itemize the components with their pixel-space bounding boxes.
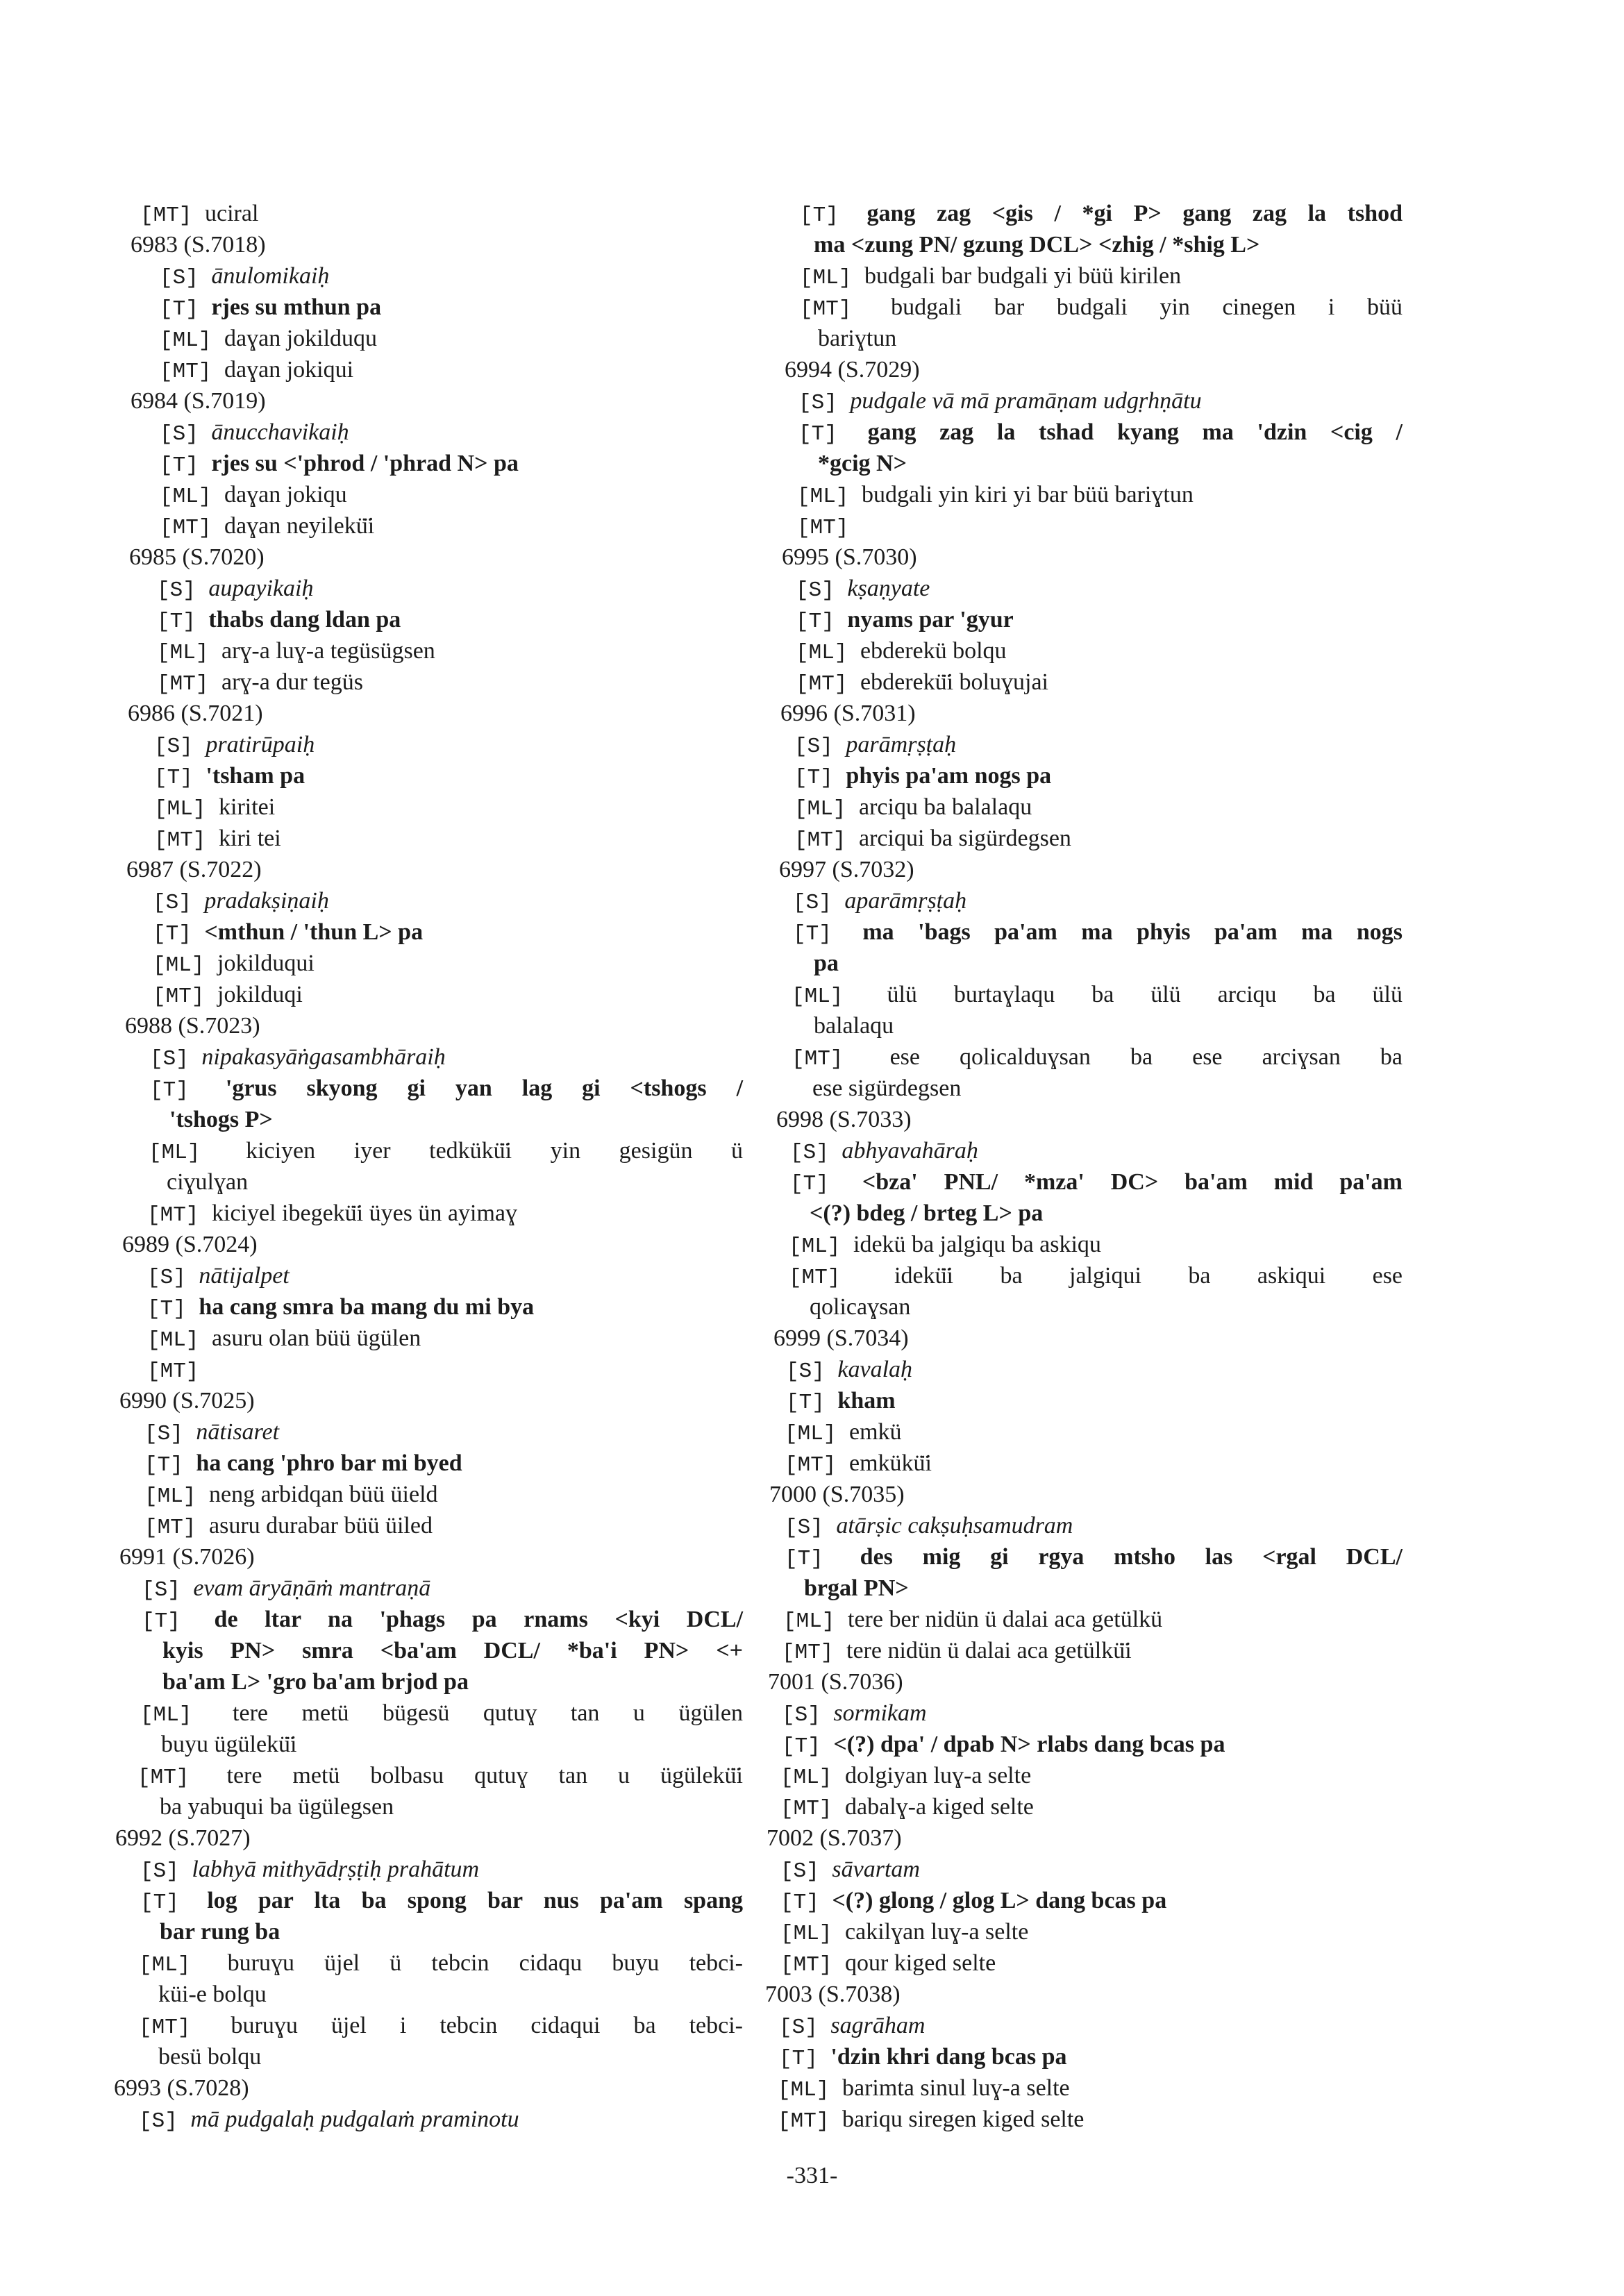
entry-number: 6993 (S.7028) (114, 2075, 249, 2101)
sanskrit-line: [S] aparāmṛṣṭaḥ (793, 888, 967, 915)
entry-number: 6996 (S.7031) (780, 701, 916, 726)
sanskrit-line: [S] evam āryāṇāṁ mantraṇā (142, 1575, 431, 1602)
tibetan-line: [T] <mthun / 'thun L> pa (153, 919, 424, 946)
mongolian-line: [ML] daɣan jokiqu (160, 482, 347, 509)
entry-number: 6992 (S.7027) (115, 1825, 251, 1851)
tibetan-line: ma <zung PN/ gzung DCL> <zhig / *shig L> (814, 232, 1260, 258)
sanskrit-line: [S] aupayikaiḥ (157, 576, 314, 603)
sanskrit-line: [S] ānucchavikaiḥ (160, 419, 349, 446)
tibetan-line: 'tshogs P> (169, 1107, 273, 1132)
entry-number: 7001 (S.7036) (768, 1669, 903, 1695)
tibetan-line: [T] rjes su <'phrod / 'phrad N> pa (160, 451, 519, 478)
tibetan-line: [T] thabs dang ldan pa (157, 607, 401, 634)
entry-number: 6985 (S.7020) (129, 544, 265, 570)
entry-number: 6991 (S.7026) (119, 1544, 255, 1570)
entry-number: 6995 (S.7030) (782, 544, 917, 570)
tibetan-line: *gcig N> (818, 451, 907, 476)
mongolian-line: [MT] (797, 516, 849, 540)
entry-number: 6987 (S.7022) (126, 857, 262, 882)
left-column (104, 198, 743, 2135)
mongolian-line: [ML] buruɣu üjel ü tebcin cidaqu buyu tebci- (139, 1950, 743, 1977)
tibetan-line: [T] <(?) glong / glog L> dang bcas pa (780, 1888, 1167, 1915)
mongolian-line: ba yabuqui ba ügülegsen (160, 1794, 394, 1820)
entry-number: 7000 (S.7035) (769, 1482, 905, 1507)
mongolian-line: [ML] kiritei (154, 794, 276, 821)
sanskrit-line: [S] abhyavahāraḥ (790, 1138, 978, 1165)
entry-number: 6989 (S.7024) (122, 1232, 258, 1257)
mongolian-line: [MT] arɣ-a dur tegüs (157, 669, 363, 696)
sanskrit-line: [S] mā pudgalaḥ pudgalaṁ praminotu (139, 2106, 519, 2134)
mongolian-line: [ML] tere metü bügesü qutuɣ tan u ügülen (140, 1700, 744, 1727)
sanskrit-line: [S] nātisaret (144, 1419, 280, 1446)
sanskrit-line: [S] sormikam (782, 1700, 927, 1727)
mongolian-line: [ML] asuru olan büü ügülen (147, 1325, 421, 1352)
mongolian-line: [MT] uciral (140, 201, 259, 228)
mongolian-line: [ML] kiciyen iyer tedkükü̈i yin gesigün ü (149, 1138, 744, 1165)
tibetan-line: [T] ma 'bags pa'am ma phyis pa'am ma nogs (793, 919, 1403, 946)
tibetan-line: [T] <(?) dpa' / dpab N> rlabs dang bcas pa (782, 1732, 1225, 1759)
sanskrit-line: [S] pudgale vā mā pramāṇam udgṛhṇātu (798, 388, 1202, 415)
mongolian-line: [MT] buruɣu üjel i tebcin cidaqui ba tebci- (139, 2013, 743, 2040)
mongolian-line: [MT] daɣan jokiqui (160, 357, 354, 384)
mongolian-line: ese sigürdegsen (812, 1075, 962, 1101)
mongolian-line: [ML] ebderekü bolqu (796, 638, 1007, 665)
mongolian-line: bariɣtun (818, 326, 897, 351)
entry-number: 6994 (S.7029) (785, 357, 920, 383)
tibetan-line: [T] 'grus skyong gi yan lag gi <tshogs / (150, 1075, 744, 1103)
entry-number: 6998 (S.7033) (776, 1107, 912, 1132)
tibetan-line: [T] 'tsham pa (154, 763, 305, 790)
mongolian-line: [MT] ese qolicalduɣsan ba ese arciɣsan ba (792, 1044, 1403, 1071)
tibetan-line: [T] ha cang 'phro bar mi byed (144, 1450, 462, 1477)
sanskrit-line: [S] nipakasyāṅgasambhāraiḥ (150, 1044, 446, 1071)
mongolian-line: [ML] budgali yin kiri yi bar büü bariɣtun (797, 482, 1194, 509)
mongolian-line: [MT] jokilduqi (153, 982, 303, 1009)
entry-number: 6984 (S.7019) (131, 388, 266, 414)
tibetan-line: ba'am L> 'gro ba'am brjod pa (162, 1669, 469, 1695)
tibetan-line: [T] des mig gi rgya mtsho las <rgal DCL/ (785, 1544, 1403, 1571)
tibetan-line: brgal PN> (804, 1575, 909, 1601)
sanskrit-line: [S] labhyā mithyādṛṣṭiḥ prahātum (140, 1857, 480, 1884)
mongolian-line: [ML] emkü (785, 1419, 902, 1446)
tibetan-line: [T] rjes su mthun pa (160, 294, 382, 321)
mongolian-line: balalaqu (814, 1013, 894, 1039)
mongolian-line: [MT] emkükü̈i (785, 1450, 932, 1477)
tibetan-line: [T] <bza' PNL/ *mza' DC> ba'am mid pa'am (790, 1169, 1403, 1196)
entry-number: 6988 (S.7023) (125, 1013, 260, 1039)
entry-number: 7002 (S.7037) (767, 1825, 902, 1851)
tibetan-line: [T] kham (786, 1388, 896, 1415)
tibetan-line: [T] de ltar na 'phags pa rnams <kyi DCL/ (142, 1607, 744, 1634)
tibetan-line: [T] gang zag la tshad kyang ma 'dzin <cig / (798, 419, 1403, 446)
mongolian-line: [ML] idekü ba jalgiqu ba askiqu (789, 1232, 1101, 1259)
mongolian-line: [MT] tere metü bolbasu qutuɣ tan u ügülekü̈i (137, 1763, 743, 1790)
tibetan-line: kyis PN> smra <ba'am DCL/ *ba'i PN> <+ (162, 1638, 743, 1664)
tibetan-line: [T] nyams par 'gyur (796, 607, 1014, 634)
mongolian-line: [ML] arɣ-a luɣ-a tegüsügsen (157, 638, 435, 665)
entry-number: 6986 (S.7021) (128, 701, 263, 726)
mongolian-line: [ML] budgali bar budgali yi büü kirilen (800, 263, 1182, 290)
mongolian-line: qolicaɣsan (810, 1294, 911, 1320)
tibetan-line: [T] 'dzin khri dang bcas pa (779, 2044, 1067, 2071)
tibetan-line: <(?) bdeg / brteg L> pa (810, 1200, 1044, 1226)
mongolian-line: [MT] asuru durabar büü üiled (144, 1513, 433, 1540)
sanskrit-line: [S] kṣaṇyate (796, 576, 930, 603)
sanskrit-line: [S] kavalaḥ (786, 1357, 913, 1384)
mongolian-line: besü bolqu (158, 2044, 262, 2070)
sanskrit-line: [S] sagrāham (779, 2013, 926, 2040)
mongolian-line: [MT] qour kiged selte (780, 1950, 996, 1977)
mongolian-line: [MT] idekü̈i ba jalgiqui ba askiqui ese (789, 1263, 1403, 1290)
mongolian-line: [ML] cakilɣan luɣ-a selte (780, 1919, 1029, 1946)
mongolian-line: [MT] (147, 1359, 199, 1384)
mongolian-line: [ML] arciqu ba balalaqu (794, 794, 1032, 821)
mongolian-line: ciɣulɣan (167, 1169, 249, 1195)
tibetan-line: [T] phyis pa'am nogs pa (794, 763, 1052, 790)
entry-number: 6997 (S.7032) (779, 857, 914, 882)
mongolian-line: [ML] tere ber nidün ü dalai aca getülkü (783, 1607, 1163, 1634)
mongolian-line: buyu ügülekü̈i (161, 1732, 297, 1757)
mongolian-line: [ML] daɣan jokilduqu (160, 326, 378, 353)
entry-number: 7003 (S.7038) (765, 1981, 901, 2007)
sanskrit-line: [S] pradakṣiṇaiḥ (153, 888, 329, 915)
mongolian-line: küi-e bolqu (158, 1981, 267, 2007)
mongolian-line: [MT] bariqu siregen kiged selte (778, 2106, 1085, 2134)
mongolian-line: [MT] arciqui ba sigürdegsen (794, 826, 1071, 853)
right-column (764, 198, 1403, 2135)
mongolian-line: [MT] ebderekü̈i boluɣujai (796, 669, 1048, 696)
sanskrit-line: [S] parāmṛṣṭaḥ (794, 732, 957, 759)
mongolian-line: [ML] jokilduqui (153, 950, 315, 978)
entry-number: 6990 (S.7025) (119, 1388, 255, 1414)
sanskrit-line: [S] sāvartam (780, 1857, 920, 1884)
mongolian-line: [MT] daɣan neyilekü̈i (160, 513, 375, 540)
sanskrit-line: [S] nātijalpet (147, 1263, 290, 1290)
mongolian-line: [ML] ülü burtaɣlaqu ba ülü arciqu ba ülü (792, 982, 1403, 1009)
mongolian-line: [ML] neng arbidqan büü üield (144, 1482, 438, 1509)
mongolian-line: [MT] budgali bar budgali yin cinegen i büü (800, 294, 1403, 321)
mongolian-line: [ML] barimta sinul luɣ-a selte (778, 2075, 1070, 2102)
sanskrit-line: [S] pratirūpaiḥ (154, 732, 315, 759)
tibetan-line: [T] log par lta ba spong bar nus pa'am spang (140, 1888, 743, 1915)
tibetan-line: [T] gang zag <gis / *gi P> gang zag la tshod (800, 201, 1403, 228)
tibetan-line: pa (814, 950, 839, 976)
page-number: -331- (786, 2163, 838, 2188)
tibetan-line: [T] ha cang smra ba mang du mi bya (147, 1294, 535, 1321)
tibetan-line: bar rung ba (160, 1919, 281, 1945)
mongolian-line: [ML] dolgiyan luɣ-a selte (780, 1763, 1032, 1790)
mongolian-line: [MT] tere nidün ü dalai aca getülkü̈i (782, 1638, 1132, 1665)
sanskrit-line: [S] ānulomikaiḥ (160, 263, 330, 290)
entry-number: 6999 (S.7034) (773, 1325, 909, 1351)
sanskrit-line: [S] atārṣic cakṣuḥsamudram (785, 1513, 1073, 1540)
mongolian-line: [MT] kiciyel ibegekü̈i üyes ün ayimaɣ (147, 1200, 518, 1227)
mongolian-line: [MT] dabalɣ-a kiged selte (780, 1794, 1034, 1821)
entry-number: 6983 (S.7018) (131, 232, 266, 258)
mongolian-line: [MT] kiri tei (154, 826, 281, 853)
